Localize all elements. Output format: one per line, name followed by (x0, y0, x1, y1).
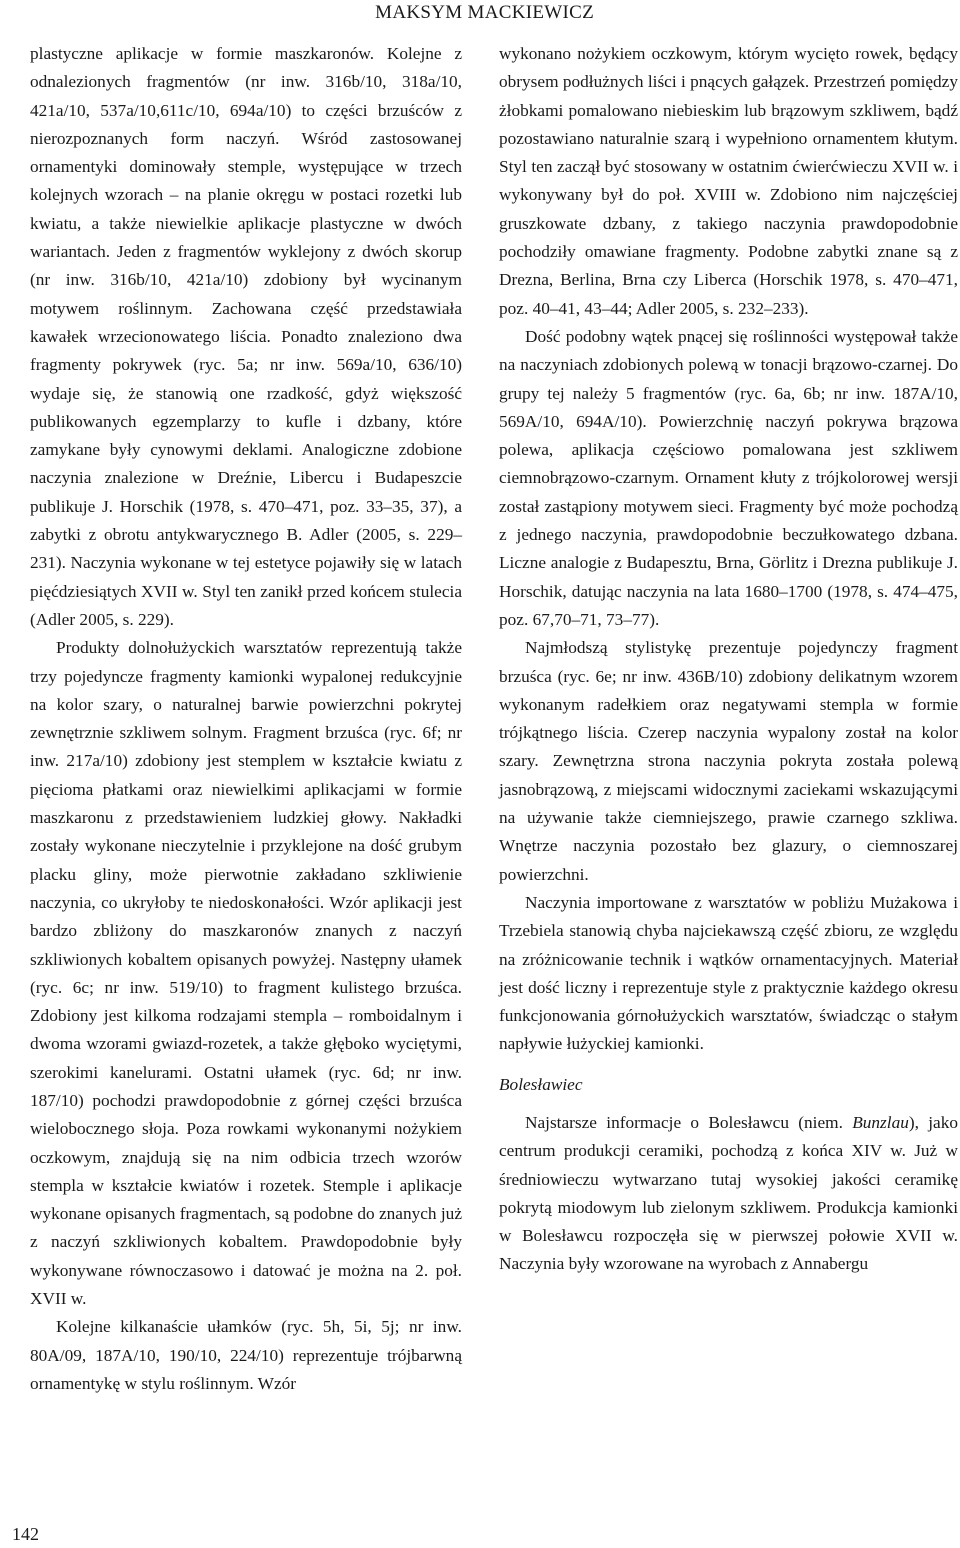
right-paragraph-2: Dość podobny wątek pnącej się roślinności występował także na naczyniach zdobionych polewą w tonacji brązowo-czarnej. Do grupy tej należy 5 fragmentów (ryc. 6a, 6b; nr inw. 187A/10, 569A/10, 694A/10). Powierzchnię naczyń pokrywa brązowa polewa, aplikacja częściowo pomalowana jest szkliwem ciemnobrązowo-czarnym. Ornament kłuty z trójkolorowej wersji został zastąpiony motywem sieci. Fragmenty być może pochodzą z jednego naczynia, prawdopodobnie beczułkowatego dzbana. Liczne analogie z Budapesztu, Brna, Görlitz i Drezna publikuje J. Horschik, datując naczynia na lata 1680–1700 (1978, s. 474–475, poz. 67,70–71, 73–77). (499, 326, 958, 629)
left-paragraph-1: plastyczne aplikacje w formie maszkaronów. Kolejne z odnalezionych fragmentów (nr inw. 316b/10, 318a/10, 421a/10, 537a/10,611c/10, 694a/10) to części brzuśców z nierozpoznanych form naczyń. Wśród zastosowanej ornamentyki dominowały stemple, występujące w trzech kolejnych wzorach – na planie okręgu w postaci rozetki lub kwiatu, a także niewielkie aplikacje plastyczne w dwóch wariantach. Jeden z fragmentów wyklejony z dwóch skorup (nr inw. 316b/10, 421a/10) zdobiony był wycinanym motywem roślinnym. Zachowana część przedstawiała kawałek wrzecionowatego liścia. Ponadto znaleziono dwa fragmenty pokrywek (ryc. 5a; nr inw. 569a/10, 636/10) wydaje się, że stanowią one rzadkość, gdyż większość publikowanych egzemplarzy to kufle i dzbany, które zamykane były cynowymi deklami. Analogiczne zdobione naczynia znalezione w Dreźnie, Libercu i Budapeszcie publikuje J. Horschik (1978, s. 470–471, poz. 33–35, 37), a zabytki z obrotu antykwarycznego B. Adler (2005, s. 229–231). Naczynia wykonane w tej estetyce pojawiły się w latach pięćdziesiątych XVII w. Styl ten zanikł przed końcem stulecia (Adler 2005, s. 229). (30, 44, 462, 629)
left-column (30, 40, 462, 1398)
left-paragraph-3: Kolejne kilkanaście ułamków (ryc. 5h, 5i, 5j; nr inw. 80A/09, 187A/10, 190/10, 224/10) reprezentuje trójbarwną ornamentykę w stylu roślinnym. Wzór (30, 1317, 462, 1393)
right-paragraph-5 (499, 1109, 958, 1279)
page-number: 142 (12, 1524, 39, 1544)
section-heading: Bolesławiec (499, 1074, 583, 1094)
right-paragraph-1: wykonano nożykiem oczkowym, którym wycięto rowek, będący obrysem podłużnych liści i pnących gałązek. Przestrzeń pomiędzy żłobkami pomalowano niebieskim lub brązowym szkliwem, bądź pozostawiano naturalnie szarą i wypełniono ornamentem kłutym. Styl ten zaczął być stosowany w ostatnim ćwierćwieczu XVII w. i wykonywany był do poł. XVIII w. Zdobiono nim najczęściej gruszkowate dzbany, z takiego naczynia prawdopodobnie pochodziły omawiane fragmenty. Podobne zabytki znane są z Drezna, Berlina, Brna czy Liberca (Horschik 1978, s. 470–471, poz. 40–41, 43–44; Adler 2005, s. 232–233). (499, 44, 958, 318)
right-paragraph-3: Najmłodszą stylistykę prezentuje pojedynczy fragment brzuśca (ryc. 6e; nr inw. 436B/10) zdobiony delikatnym wzorem wykonanym radełkiem oraz negatywami stempla w formie trójkątnego liścia. Czerep naczynia wypalony został na kolor szary. Zewnętrzna strona naczynia pokryta została polewą jasnobrązową, z miejscami widocznymi zaciekami wskazującymi na używanie także ciemniejszego, prawie czarnego szkliwa. Wnętrze naczynia pozostało bez glazury, o ciemnoszarej powierzchni. (499, 638, 958, 884)
running-head: MAKSYM MACKIEWICZ (375, 2, 594, 23)
p5-italic-term: Bunzlau (852, 1112, 909, 1132)
p5-text-a: Najstarsze informacje o Bolesławcu (niem. (525, 1112, 853, 1132)
right-paragraph-4: Naczynia importowane z warsztatów w pobliżu Mużakowa i Trzebiela stanowią chyba najciekawszą część zbioru, ze względu na zróżnicowanie technik i wątków ornamentacyjnych. Materiał jest dość liczny i reprezentuje style z praktycznie każdego okresu funkcjonowania górnołużyckich warsztatów, świadcząc o stałym napływie łużyckiej kamionki. (499, 892, 958, 1054)
left-paragraph-2: Produkty dolnołużyckich warsztatów reprezentują także trzy pojedyncze fragmenty kamionki wypalonej redukcyjnie na kolor szary, o naturalnej barwie powierzchni pokrytej zewnętrznie szkliwem solnym. Fragment brzuśca (ryc. 6f; nr inw. 217a/10) zdobiony jest stemplem w kształcie kwiatu z pięcioma płatkami oraz niewielkimi aplikacjami w formie maszkaronu z przedstawieniem ludzkiej głowy. Nakładki zostały wykonane nieczytelnie i przyklejone na dość grubym placku gliny, może pierwotnie zakładano szkliwienie naczynia, co ukryłoby te niedoskonałości. Wzór aplikacji jest bardzo zbliżony do maszkaronów znanych z naczyń szkliwionych kobaltem opisanych powyżej. Następny ułamek (ryc. 6c; nr inw. 519/10) to fragment kulistego brzuśca. Zdobiony jest kilkoma rodzajami stempla – romboidalnym i dwoma wzorami gwiazd-rozetek, a także głęboko wyciętymi, szerokimi kanelurami. Ostatni ułamek (ryc. 6d; nr inw. 187/10) pochodzi prawdopodobnie z górnej części brzuśca wielobocznego słoja. Poza rowkami wykonanymi nożykiem oczkowym, znajdują się na nim odbicia trzech wzorów stempla w kształcie kwiatów i rozetek. Stemple i aplikacje wykonane opisanych fragmentach, są podobne do znanych już z naczyń szkliwionych kobaltem. Prawdopodobnie były wykonywane równoczasowo i datować je można na 2. poł. XVII w. (30, 638, 462, 1309)
right-column (499, 40, 958, 1279)
p5-text-b: ), jako centrum produkcji ceramiki, pochodzą z końca XIV w. Już w średniowieczu wytwarzano tutaj wysokiej jakości ceramikę pokrytą miodowym lub zielonym szkliwem. Produkcja kamionki w Bolesławcu rozpoczęła się w pierwszej połowie XVII w. Naczynia były wzorowane na wyrobach z Annabergu (499, 1112, 959, 1274)
